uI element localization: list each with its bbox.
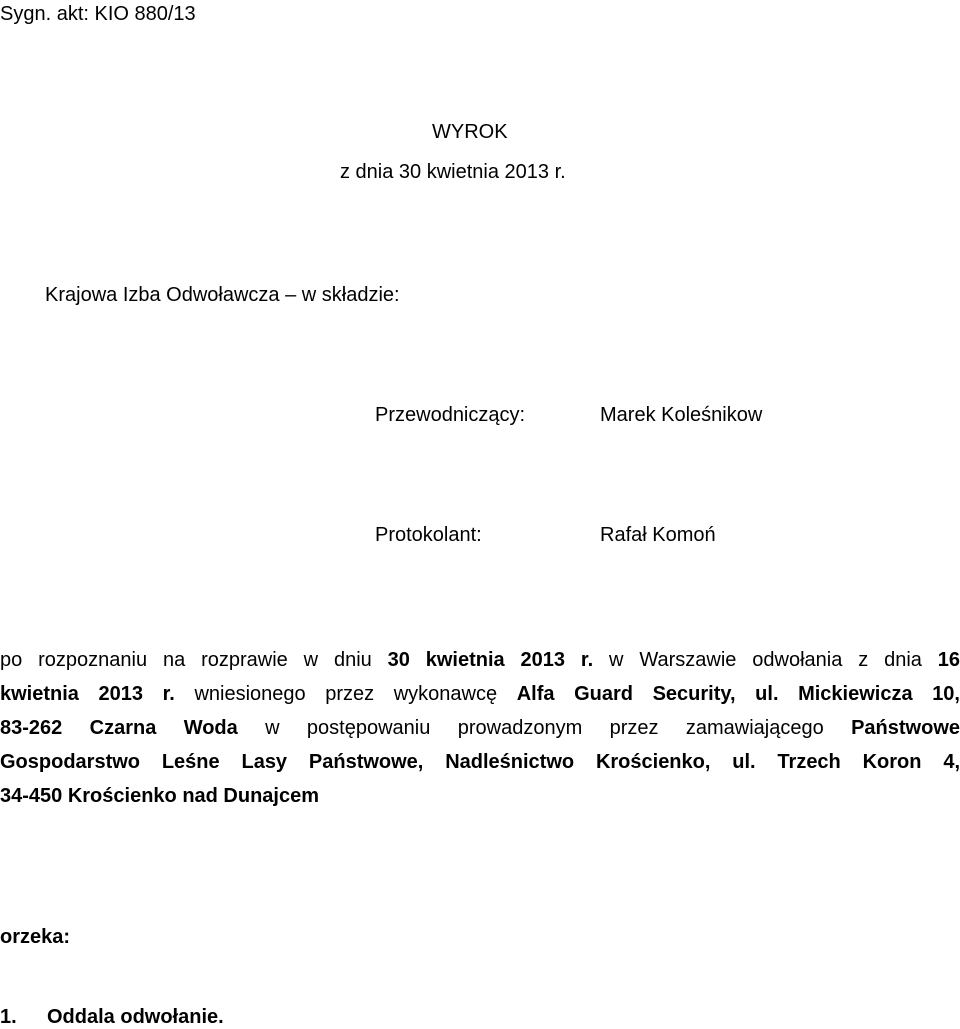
paragraph-line <box>0 643 960 677</box>
chair-name: Marek Koleśnikow <box>600 404 763 426</box>
paragraph-line: Gospodarstwo Leśne Lasy Państwowe, Nadleśnictwo Krościenko, ul. Trzech Koron 4, <box>0 751 960 773</box>
text-run: w postępowaniu prowadzonym przez zamawiającego <box>237 717 852 739</box>
clerk-name: Rafał Komoń <box>600 524 716 546</box>
paragraph-line <box>0 711 960 745</box>
paragraph-line: 34-450 Krościenko nad Dunajcem <box>0 785 320 807</box>
verdict-date: z dnia 30 kwietnia 2013 r. <box>340 161 566 183</box>
clerk-label: Protokolant: <box>375 524 482 546</box>
ruling-label: orzeka: <box>0 926 71 948</box>
ruling-item-text: Oddala odwołanie. <box>47 1006 224 1028</box>
contractor-address: 83-262 Czarna Woda <box>0 717 238 739</box>
appeal-date-day: 16 <box>937 649 960 671</box>
chair-label: Przewodniczący: <box>375 404 526 426</box>
ruling-item-number: 1. <box>0 1006 17 1028</box>
appeal-date: kwietnia 2013 r. <box>0 683 175 705</box>
paragraph-line <box>0 677 960 711</box>
contracting-authority: Państwowe <box>851 717 960 739</box>
contractor-name: Alfa Guard Security, ul. Mickiewicza 10, <box>516 683 960 705</box>
case-description-paragraph <box>0 643 960 813</box>
case-reference: Sygn. akt: KIO 880/13 <box>0 3 196 25</box>
text-run: wniesionego przez wykonawcę <box>174 683 517 705</box>
hearing-date: 30 kwietnia 2013 r. <box>387 649 594 671</box>
text-run: po rozpoznaniu na rozprawie w dniu <box>0 649 388 671</box>
panel-composition-intro: Krajowa Izba Odwoławcza – w składzie: <box>45 284 400 306</box>
text-run: w Warszawie odwołania z dnia <box>593 649 938 671</box>
verdict-title: WYROK <box>432 121 508 143</box>
